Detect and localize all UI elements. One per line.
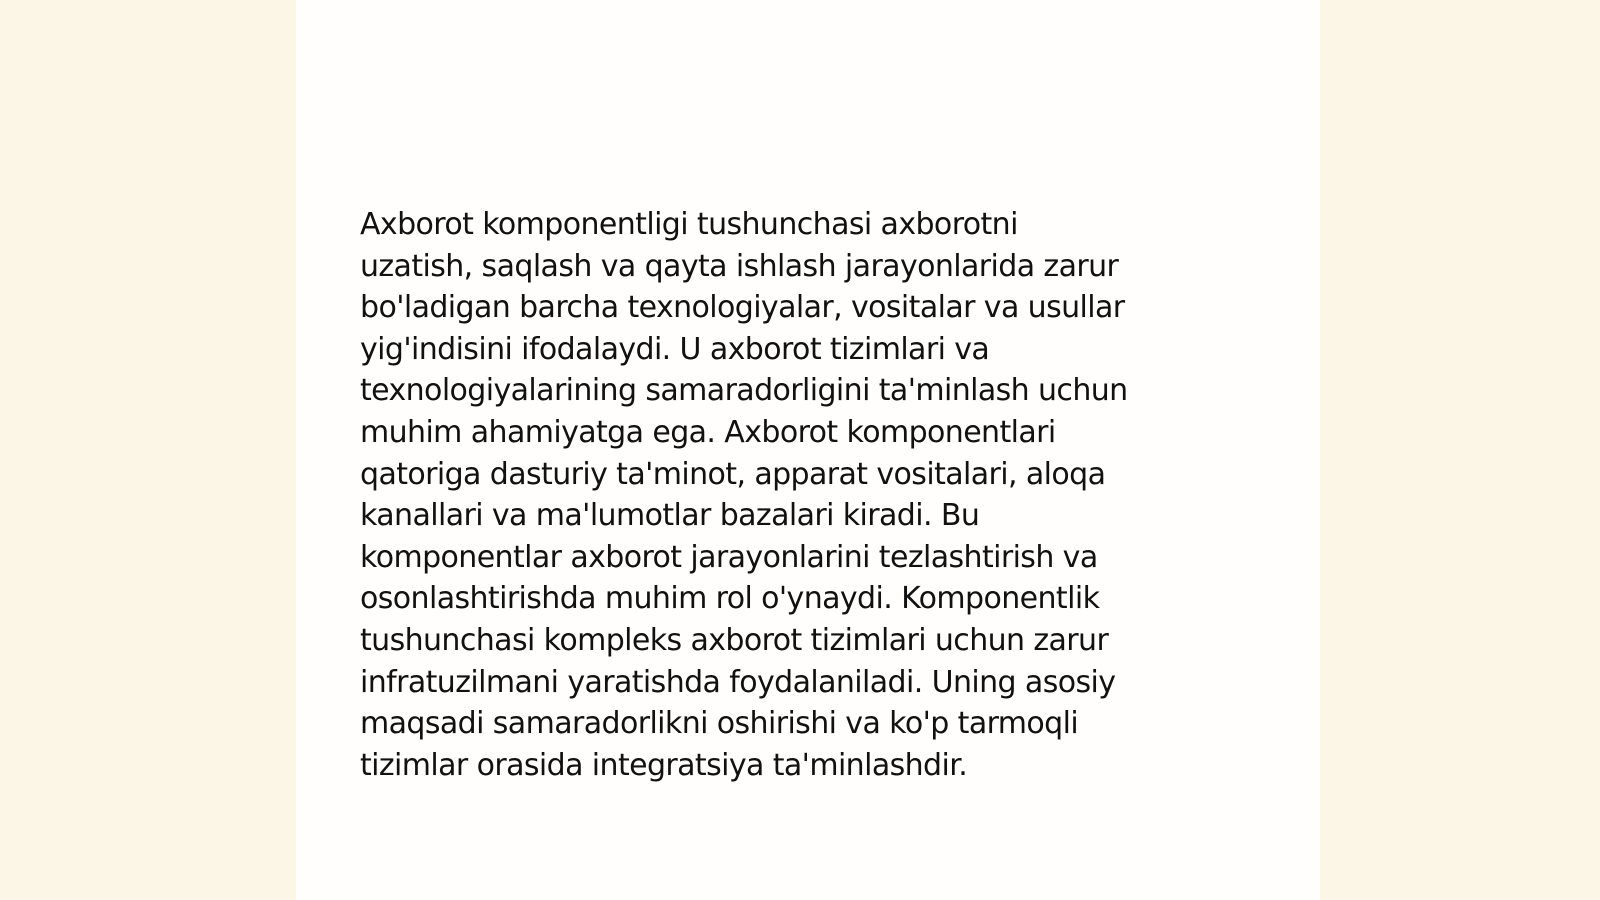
paragraph-line: komponentlar axborot jarayonlarini tezlashtirish va [360, 539, 1098, 575]
paragraph-line: tizimlar orasida integratsiya ta'minlashdir. [360, 747, 968, 783]
slide-body-paragraph [360, 204, 1240, 786]
paragraph-line: yig'indisini ifodalaydi. U axborot tizimlari va [360, 331, 990, 367]
paragraph-line: osonlashtirishda muhim rol o'ynaydi. Komponentlik [360, 581, 1100, 617]
paragraph-line: uzatish, saqlash va qayta ishlash jarayonlarida zarur [360, 248, 1119, 284]
paragraph-line: maqsadi samaradorlikni oshirishi va ko'p tarmoqli [360, 706, 1079, 742]
paragraph-line: texnologiyalarining samaradorligini ta'minlash uchun [360, 373, 1128, 409]
right-background-band [1320, 0, 1600, 900]
paragraph-line: muhim ahamiyatga ega. Axborot komponentlari [360, 414, 1056, 450]
paragraph-line: kanallari va ma'lumotlar bazalari kiradi. Bu [360, 498, 980, 534]
paragraph-line: Axborot komponentligi tushunchasi axborotni [360, 207, 1018, 242]
paragraph-line: bo'ladigan barcha texnologiyalar, vositalar va usullar [360, 290, 1125, 326]
left-background-band [0, 0, 296, 900]
paragraph-line: qatoriga dasturiy ta'minot, apparat vositalari, aloqa [360, 456, 1106, 492]
slide-canvas [296, 0, 1320, 900]
paragraph-line: infratuzilmani yaratishda foydalaniladi. Uning asosiy [360, 664, 1116, 700]
paragraph-line: tushunchasi kompleks axborot tizimlari uchun zarur [360, 622, 1109, 658]
